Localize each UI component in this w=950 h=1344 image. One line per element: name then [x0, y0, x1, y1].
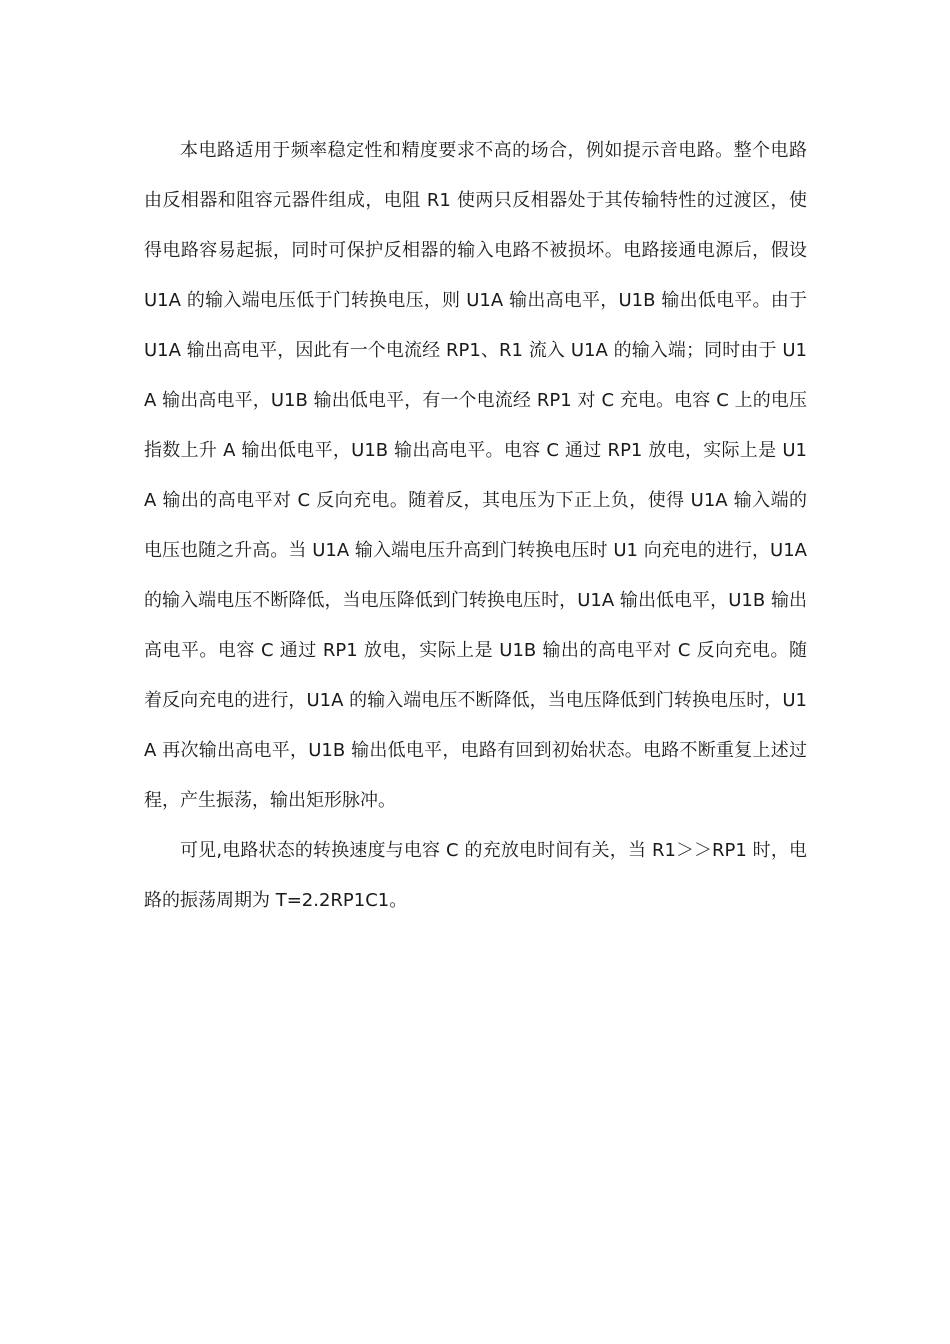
document-body: [144, 126, 807, 926]
paragraph-circuit-description: 本电路适用于频率稳定性和精度要求不高的场合，例如提示音电路。整个电路由反相器和阻容元器件组成，电阻 R1 使两只反相器处于其传输特性的过渡区，使得电路容易起振，同时可保护反相器的输入电路不被损坏。电路接通电源后，假设 U1A 的输入端电压低于门转换电压，则 U1A 输出高电平，U1B 输出低电平。由于 U1A 输出高电平，因此有一个电流经 RP1、R1 流入 U1A 的输入端；同时由于 U1A 输出高电平，U1B 输出低电平，有一个电流经 RP1 对 C 充电。电容 C 上的电压指数上升 A 输出低电平，U1B 输出高电平。电容 C 通过 RP1 放电，实际上是 U1A 输出的高电平对 C 反向充电。随着反，其电压为下正上负，使得 U1A 输入端的电压也随之升高。当 U1A 输入端电压升高到门转换电压时 U1 向充电的进行，U1A 的输入端电压不断降低，当电压降低到门转换电压时，U1A 输出低电平，U1B 输出高电平。电容 C 通过 RP1 放电，实际上是 U1B 输出的高电平对 C 反向充电。随着反向充电的进行，U1A 的输入端电压不断降低，当电压降低到门转换电压时，U1A 再次输出高电平，U1B 输出低电平，电路有回到初始状态。电路不断重复上述过程，产生振荡，输出矩形脉冲。: [144, 140, 807, 811]
paragraph-oscillation-period: 可见,电路状态的转换速度与电容 C 的充放电时间有关，当 R1＞＞RP1 时，电路的振荡周期为 T=2.2RP1C1。: [144, 840, 807, 911]
